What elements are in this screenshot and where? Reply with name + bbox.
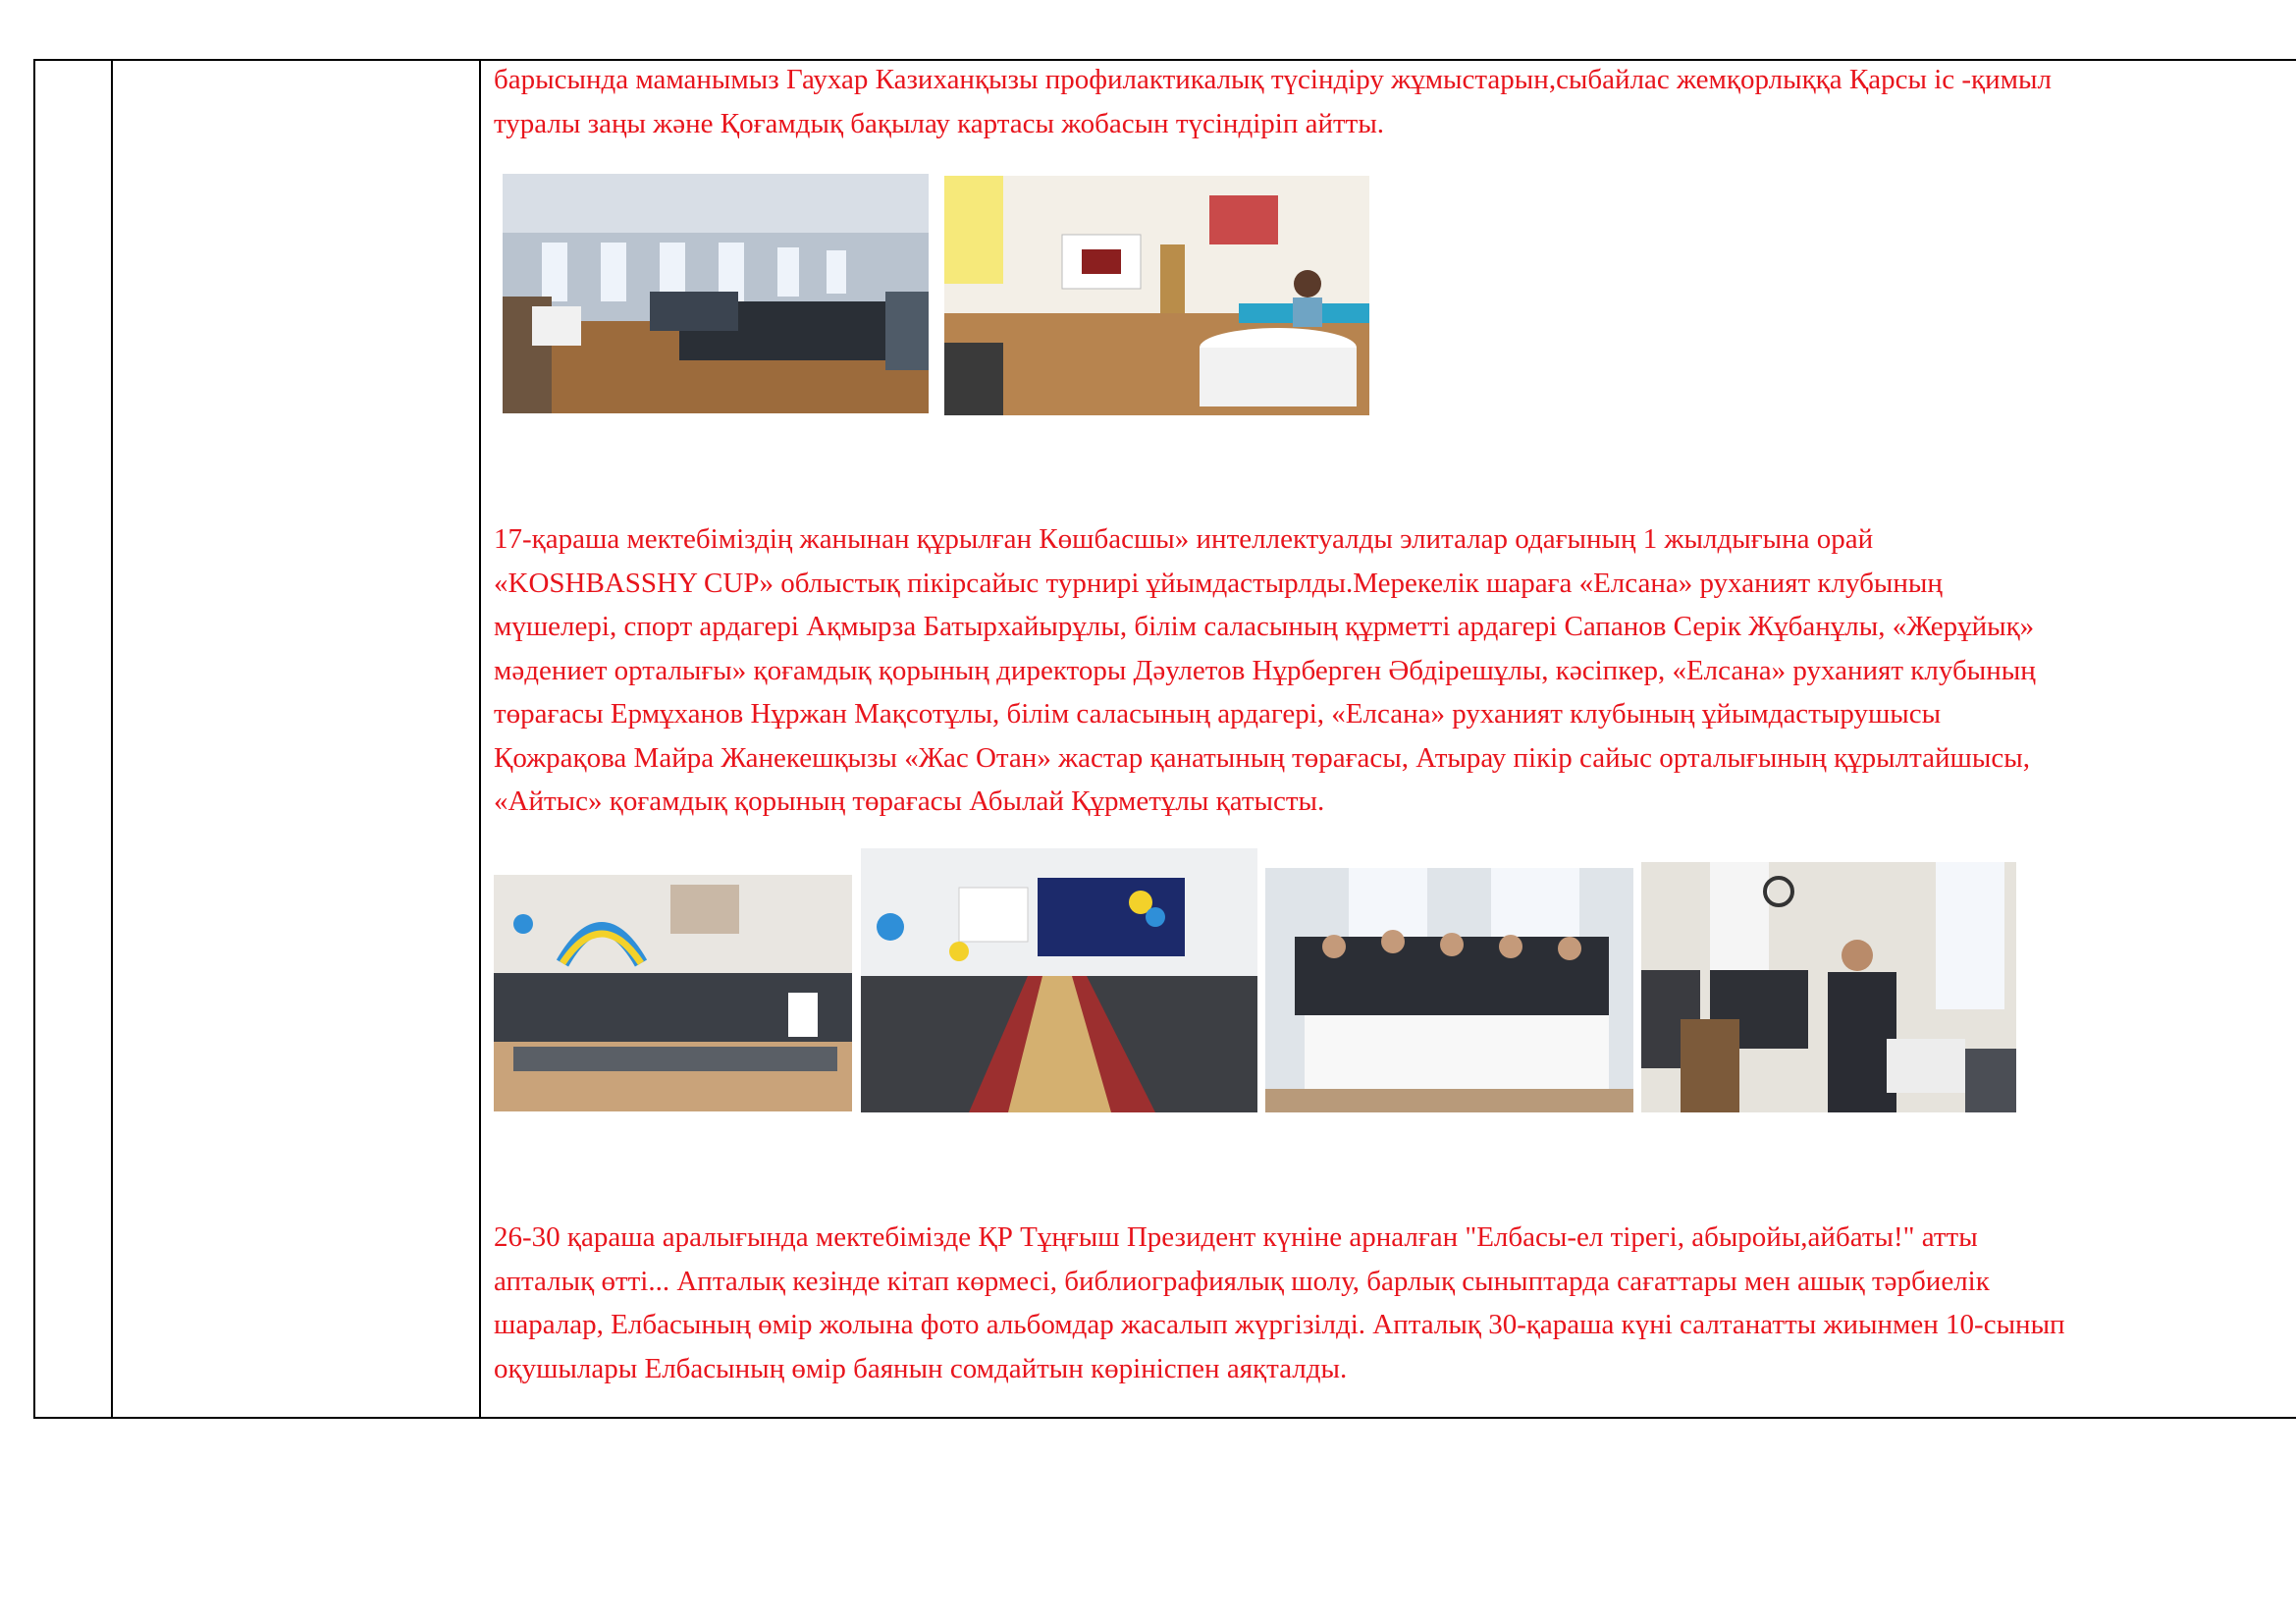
text-line: «Айтыс» қоғамдық қорының төрағасы Абылай Құрметұлы қатысты. [494,785,1325,817]
text-line: Қожрақова Майра Жанекешқызы «Жас Отан» жастар қанатының төрағасы, Атырау пікір сайыс орталығының құрылтайшысы, [494,741,2030,774]
paragraph-lecture [494,58,2296,145]
table-column-divider-2 [479,59,481,1419]
paragraph-president-week [494,1216,2296,1390]
text-line: төрағасы Ермұханов Нұржан Мақсотұлы, білім саласының ардагері, «Елсана» руханият клубының ұйымдастырушысы [494,698,1942,730]
text-line: 26-30 қараша аралығында мектебімізде ҚР Тұңғыш Президент күніне арналған "Елбасы-ел тірегі, абыройы,айбаты!" атты [494,1221,1978,1253]
photo-presentation-room [944,176,1369,415]
text-line: барысында маманымыз Гаухар Казиханқызы профилактикалық түсіндіру жұмыстарын,сыбайлас жемқорлыққа Қарсы іс -қимыл [494,64,2052,95]
text-line: мәдениет орталығы» қоғамдық қорының директоры Дәулетов Нұрберген Әбдірешұлы, кәсіпкер, «Елсана» руханият клубының [494,654,2036,686]
text-line: шаралар, Елбасының өмір жолына фото альбомдар жасалып жүргізілді. Апталық 30-қараша күні салтанатты жиынмен 10-сынып [494,1309,2065,1340]
text-line: «KOSHBASSHY CUP» облыстық пікірсайыс турнирі ұйымдастырлды.Мерекелік шараға «Елсана» руханият клубының [494,567,1943,599]
table-left-border [33,59,35,1419]
text-line: туралы заңы және Қоғамдық бақылау картасы жобасын түсіндіріп айтты. [494,107,1385,139]
photo-lecture-hall [503,174,929,413]
paragraph-koshbasshy-cup [494,517,2296,824]
photo-stage-aisle [861,848,1257,1112]
table-column-divider-1 [111,59,113,1419]
text-line: 17-қараша мектебіміздің жанынан құрылған Көшбасшы» интеллектуалды элиталар одағының 1 жылдығына орай [494,523,1874,555]
photo-speaker-microphone [1641,862,2016,1112]
text-line: оқушылары Елбасының өмір баянын сомдайтын көрініспен аяқталды. [494,1352,1348,1384]
text-line: апталық өтті... Апталық кезінде кітап көрмесі, библиографиялық шолу, барлық сыныптарда сағаттары мен ашық тәрбиелік [494,1265,1990,1297]
text-line: мүшелері, спорт ардагері Ақмырза Батырхайырұлы, білім саласының құрметті ардагері Сапанов Серік Жұбанұлы, «Жерұйық» [494,611,2035,642]
photo-audience-balloons [494,875,852,1111]
table-bottom-border [33,1417,2296,1419]
photo-guests-table [1265,868,1633,1112]
